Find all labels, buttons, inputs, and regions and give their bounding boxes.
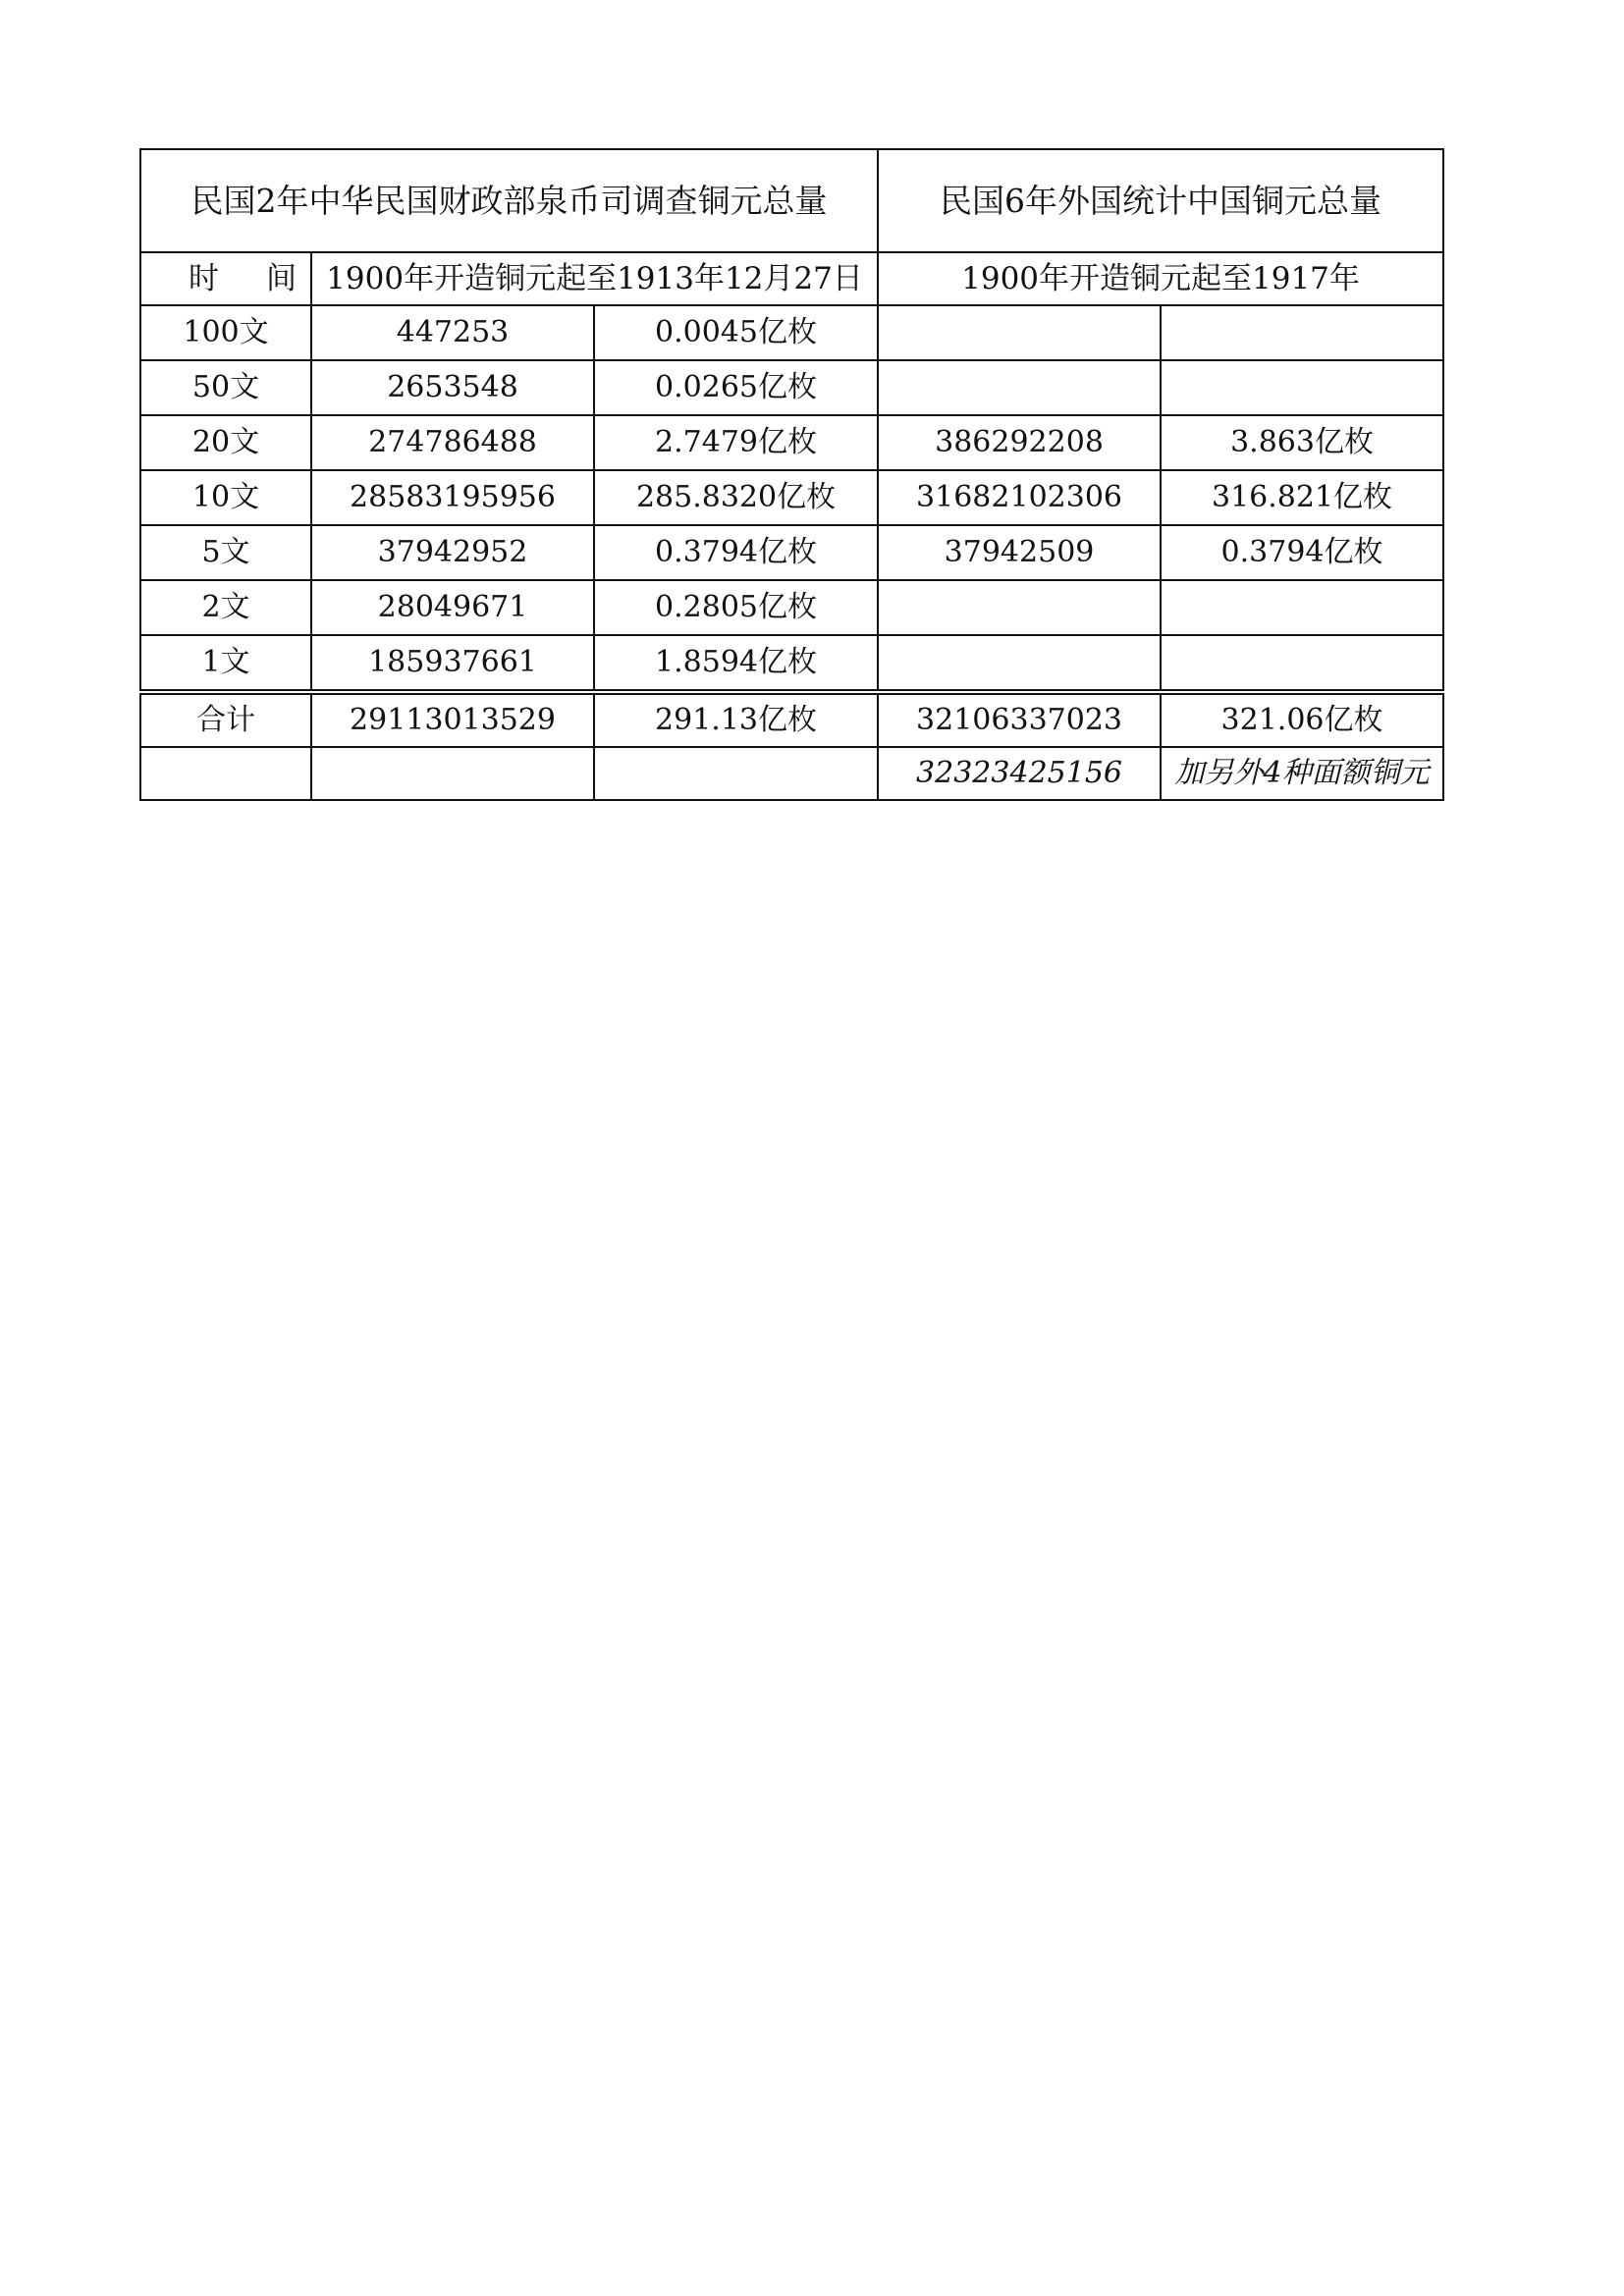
foreign-count-cell: 386292208 [878,415,1161,470]
foreign-yi-cell [1161,635,1443,692]
foreign-yi-cell: 3.863亿枚 [1161,415,1443,470]
foreign-count-cell: 31682102306 [878,470,1161,525]
extra-note: 加另外4种面额铜元 [1161,747,1443,800]
survey-yi-cell: 1.8594亿枚 [594,635,878,692]
left-title: 民国2年中华民国财政部泉币司调查铜元总量 [140,149,878,252]
total-foreign-yi: 321.06亿枚 [1161,692,1443,747]
copper-coin-table [139,148,1444,801]
survey-yi-cell: 0.0045亿枚 [594,305,878,360]
foreign-yi-cell: 316.821亿枚 [1161,470,1443,525]
survey-count-cell: 185937661 [311,635,594,692]
foreign-count-cell [878,305,1161,360]
foreign-yi-cell [1161,305,1443,360]
time-row [140,252,1443,305]
right-period: 1900年开造铜元起至1917年 [878,252,1443,305]
survey-count-cell: 447253 [311,305,594,360]
extra-empty-cell [140,747,311,800]
survey-yi-cell: 0.0265亿枚 [594,360,878,415]
title-row [140,149,1443,252]
foreign-count-cell [878,635,1161,692]
denomination-cell: 5文 [140,525,311,580]
denomination-cell: 2文 [140,580,311,635]
table-row [140,580,1443,635]
denomination-cell: 20文 [140,415,311,470]
foreign-yi-cell: 0.3794亿枚 [1161,525,1443,580]
total-row [140,692,1443,747]
denomination-cell: 100文 [140,305,311,360]
total-survey-yi: 291.13亿枚 [594,692,878,747]
foreign-count-cell [878,360,1161,415]
denomination-cell: 50文 [140,360,311,415]
table-row [140,415,1443,470]
survey-count-cell: 2653548 [311,360,594,415]
foreign-count-cell [878,580,1161,635]
total-label: 合计 [140,692,311,747]
table-row [140,305,1443,360]
table-row [140,525,1443,580]
survey-yi-cell: 285.8320亿枚 [594,470,878,525]
extra-empty-cell [311,747,594,800]
survey-count-cell: 28049671 [311,580,594,635]
extra-empty-cell [594,747,878,800]
time-label-cell [140,252,344,305]
survey-count-cell: 274786488 [311,415,594,470]
extra-row [140,747,1443,800]
denomination-cell: 10文 [140,470,311,525]
table-row [140,470,1443,525]
foreign-yi-cell [1161,580,1443,635]
foreign-yi-cell [1161,360,1443,415]
time-label: 时间 [189,260,344,296]
survey-yi-cell: 2.7479亿枚 [594,415,878,470]
survey-count-cell: 28583195956 [311,470,594,525]
extra-foreign-count: 32323425156 [878,747,1161,800]
table-row [140,360,1443,415]
left-period: 1900年开造铜元起至1913年12月27日 [311,252,878,305]
total-foreign-count: 32106337023 [878,692,1161,747]
right-title: 民国6年外国统计中国铜元总量 [878,149,1443,252]
table-row [140,635,1443,692]
survey-count-cell: 37942952 [311,525,594,580]
survey-yi-cell: 0.2805亿枚 [594,580,878,635]
foreign-count-cell: 37942509 [878,525,1161,580]
survey-yi-cell: 0.3794亿枚 [594,525,878,580]
denomination-cell: 1文 [140,635,311,692]
total-survey-count: 29113013529 [311,692,594,747]
